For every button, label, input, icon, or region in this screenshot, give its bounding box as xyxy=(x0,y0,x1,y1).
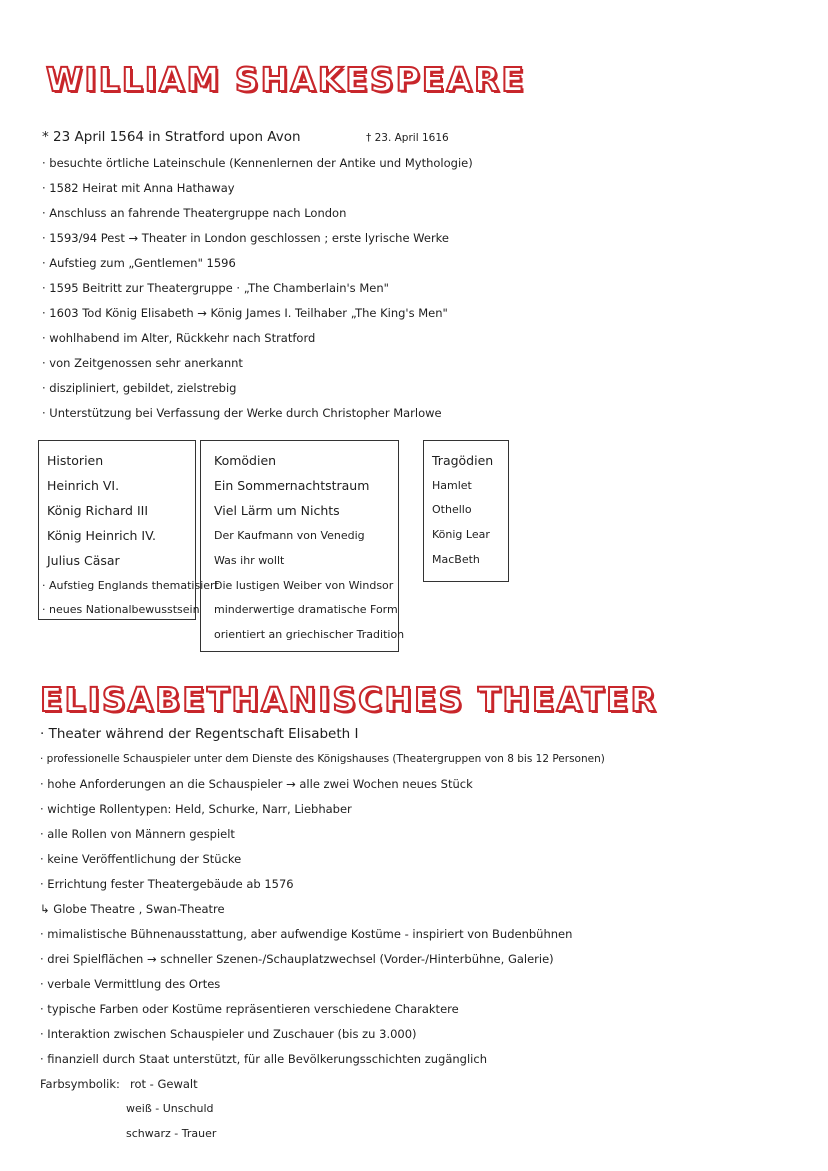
tragoedien-item: Othello xyxy=(432,503,472,516)
bio-bullet: · 1582 Heirat mit Anna Hathaway xyxy=(42,181,235,195)
theater-bullet: · professionelle Schauspieler unter dem Dienste des Königshauses (Theatergruppen von 8 bis 12 Personen) xyxy=(40,753,605,765)
theater-bullet: ↳ Globe Theatre , Swan-Theatre xyxy=(40,902,225,916)
bio-bullet: · Aufstieg zum „Gentlemen" 1596 xyxy=(42,256,236,270)
farbsymbolik-item: rot - Gewalt xyxy=(130,1077,198,1091)
historien-heading: Historien xyxy=(47,453,104,468)
tragoedien-item: Hamlet xyxy=(432,479,472,492)
historien-box xyxy=(38,440,219,620)
theater-bullet: · finanziell durch Staat unterstützt, für alle Bevölkerungsschichten zugänglich xyxy=(40,1052,487,1066)
farbsymbolik-item: weiß - Unschuld xyxy=(126,1102,214,1115)
theater-bullet: · typische Farben oder Kostüme repräsentieren verschiedene Charaktere xyxy=(40,1002,459,1016)
bio-bullet: · Unterstützung bei Verfassung der Werke durch Christopher Marlowe xyxy=(42,406,442,420)
theater-bullet: · hohe Anforderungen an die Schauspieler → alle zwei Wochen neues Stück xyxy=(40,777,473,791)
theater-bullet: · Errichtung fester Theatergebäude ab 1576 xyxy=(40,877,294,891)
komoedien-item: Der Kaufmann von Venedig xyxy=(214,529,365,542)
farbsymbolik-item: schwarz - Trauer xyxy=(126,1127,217,1140)
tragoedien-item: MacBeth xyxy=(432,553,480,566)
komoedien-heading: Komödien xyxy=(214,453,277,468)
theater-bullet: · alle Rollen von Männern gespielt xyxy=(40,827,235,841)
komoedien-item: Die lustigen Weiber von Windsor xyxy=(214,579,394,592)
theater-intro: · Theater während der Regentschaft Elisabeth I xyxy=(40,726,359,742)
theater-bullet: · keine Veröffentlichung der Stücke xyxy=(40,852,242,866)
historien-item: Heinrich VI. xyxy=(47,478,120,493)
historien-note: · Aufstieg Englands thematisiert xyxy=(42,579,219,592)
komoedien-item: Ein Sommernachtstraum xyxy=(214,478,370,493)
tragoedien-item: König Lear xyxy=(432,528,490,541)
bio-bullet: · besuchte örtliche Lateinschule (Kennenlernen der Antike und Mythologie) xyxy=(42,156,473,170)
bio-bullet: · von Zeitgenossen sehr anerkannt xyxy=(42,356,243,370)
bio-bullet: · Anschluss an fahrende Theatergruppe nach London xyxy=(42,206,347,220)
farbsymbolik-label: Farbsymbolik: xyxy=(40,1077,120,1091)
historien-note: · neues Nationalbewusstsein xyxy=(42,603,200,616)
bio-bullet: · diszipliniert, gebildet, zielstrebig xyxy=(42,381,237,395)
shakespeare-title: WILLIAM SHAKESPEARE xyxy=(46,60,526,99)
theater-bullet: · Interaktion zwischen Schauspieler und Zuschauer (bis zu 3.000) xyxy=(40,1027,417,1041)
historien-item: König Heinrich IV. xyxy=(47,528,156,543)
komoedien-note: orientiert an griechischer Tradition xyxy=(214,628,405,641)
theater-bullet: · mimalistische Bühnenausstattung, aber aufwendige Kostüme - inspiriert von Budenbühnen xyxy=(40,927,573,941)
birth-line: * 23 April 1564 in Stratford upon Avon xyxy=(42,129,301,145)
theater-bullet: · verbale Vermittlung des Ortes xyxy=(40,977,221,991)
tragoedien-box xyxy=(423,440,509,582)
tragoedien-heading: Tragödien xyxy=(432,453,494,468)
bio-bullet: · wohlhabend im Alter, Rückkehr nach Stratford xyxy=(42,331,316,345)
bio-bullet: · 1595 Beitritt zur Theatergruppe · „The Chamberlain's Men" xyxy=(42,281,389,295)
komoedien-item: Viel Lärm um Nichts xyxy=(214,503,340,518)
theater-bullet: · wichtige Rollentypen: Held, Schurke, Narr, Liebhaber xyxy=(40,802,352,816)
historien-item: Julius Cäsar xyxy=(47,553,120,568)
komoedien-note: minderwertige dramatische Form xyxy=(214,603,398,616)
death-date: † 23. April 1616 xyxy=(366,132,449,144)
theater-title: ELISABETHANISCHES THEATER xyxy=(40,680,658,719)
komoedien-box xyxy=(200,440,405,652)
komoedien-item: Was ihr wollt xyxy=(214,554,285,567)
historien-item: König Richard III xyxy=(47,503,149,518)
theater-bullet: · drei Spielflächen → schneller Szenen-/Schauplatzwechsel (Vorder-/Hinterbühne, Galerie) xyxy=(40,952,554,966)
bio-bullet: · 1603 Tod König Elisabeth → König James I. Teilhaber „The King's Men" xyxy=(42,306,448,320)
bio-bullet: · 1593/94 Pest → Theater in London geschlossen ; erste lyrische Werke xyxy=(42,231,449,245)
